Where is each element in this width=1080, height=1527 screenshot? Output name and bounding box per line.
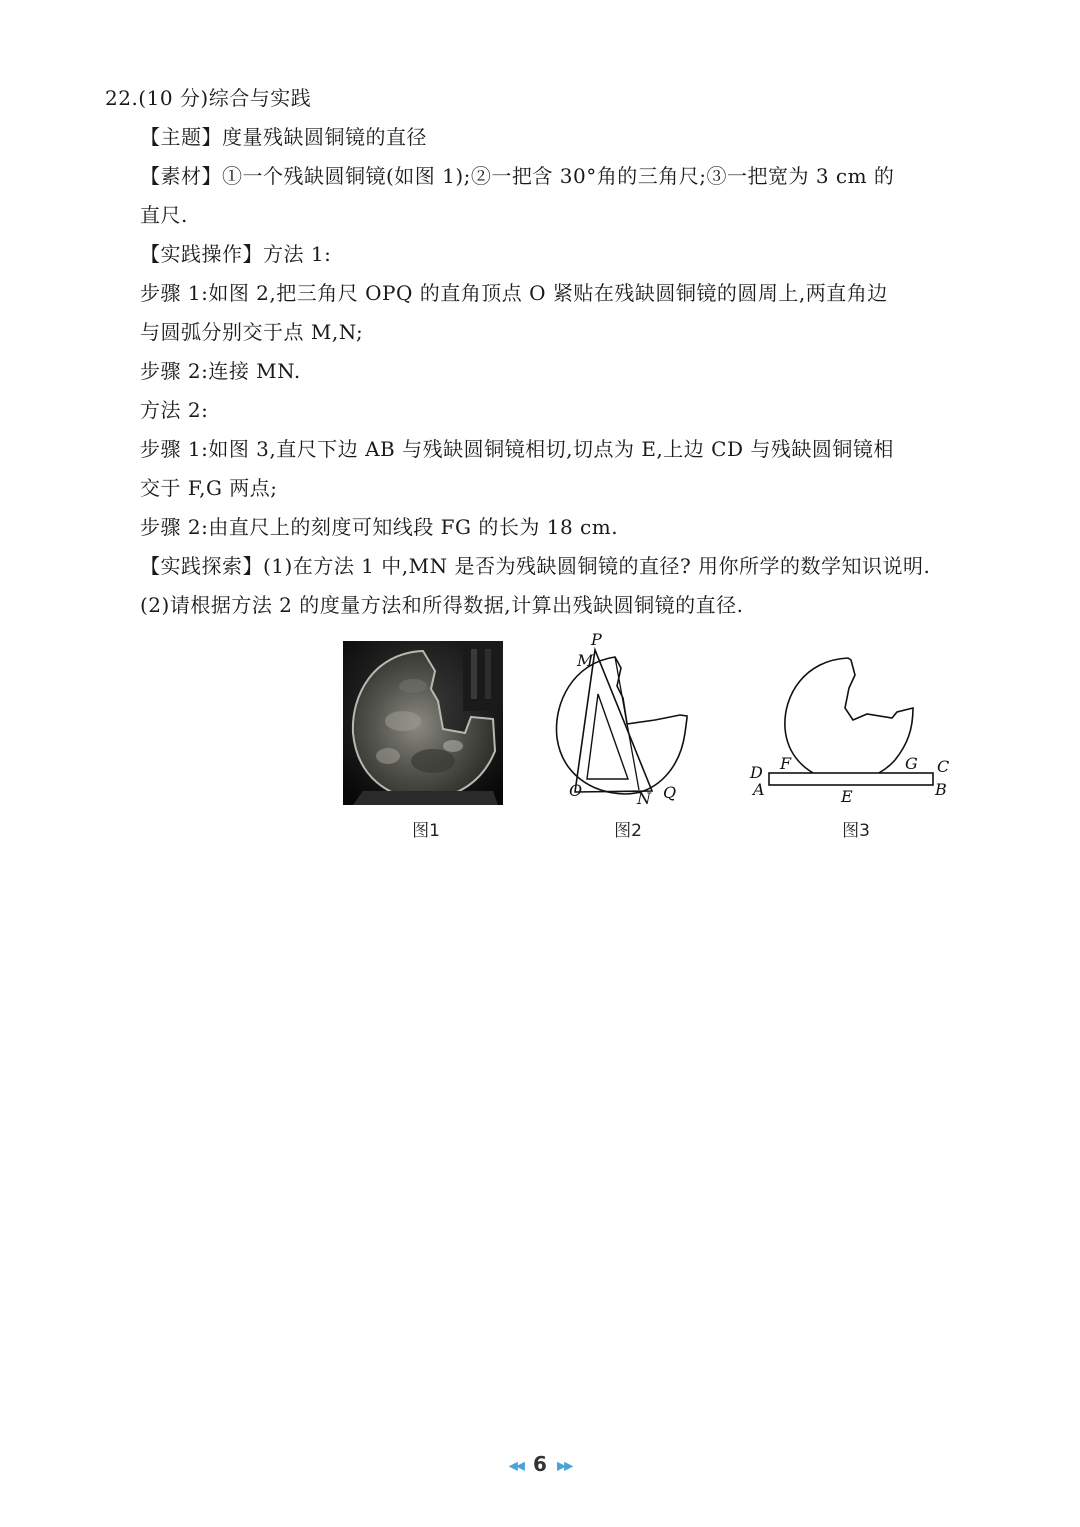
explore-question-2: (2)请根据方法 2 的度量方法和所得数据,计算出残缺圆铜镜的直径. bbox=[140, 593, 744, 617]
method2-step2: 步骤 2:由直尺上的刻度可知线段 FG 的长为 18 cm. bbox=[140, 515, 619, 539]
method1-step1-line-2: 与圆弧分别交于点 M,N; bbox=[140, 320, 364, 344]
theme-line: 【主题】度量残缺圆铜镜的直径 bbox=[140, 125, 427, 149]
figure-2-triangle-diagram bbox=[545, 628, 695, 813]
label-B: B bbox=[935, 780, 947, 799]
label-M: M bbox=[577, 651, 594, 670]
triangle-diagram bbox=[545, 628, 695, 813]
material-line-2: 直尺. bbox=[140, 203, 188, 227]
question-header: 22.(10 分)综合与实践 bbox=[105, 86, 312, 110]
material-line-1: 【素材】①一个残缺圆铜镜(如图 1);②一把含 30°角的三角尺;③一把宽为 3 cm 的 bbox=[140, 164, 895, 188]
figure-2-caption: 图2 bbox=[614, 821, 642, 841]
label-P: P bbox=[591, 630, 602, 649]
method2-step1-line-2: 交于 F,G 两点; bbox=[140, 476, 278, 500]
label-D: D bbox=[750, 763, 763, 782]
figure-3-ruler-diagram bbox=[745, 650, 955, 810]
next-arrows-icon: ▶▶ bbox=[556, 1458, 572, 1473]
figure-3-caption: 图3 bbox=[842, 821, 870, 841]
label-A: A bbox=[753, 780, 765, 799]
label-Q: Q bbox=[663, 783, 677, 802]
practice-title: 【实践操作】方法 1: bbox=[140, 242, 332, 266]
label-N: N bbox=[637, 789, 651, 808]
page-number-footer bbox=[0, 1452, 1080, 1476]
label-F: F bbox=[780, 754, 792, 773]
figure-1-mirror-photo bbox=[343, 641, 503, 805]
method2-title: 方法 2: bbox=[140, 398, 209, 422]
label-O: O bbox=[569, 781, 583, 800]
method1-step2: 步骤 2:连接 MN. bbox=[140, 359, 301, 383]
figure-1-caption: 图1 bbox=[412, 821, 440, 841]
label-C: C bbox=[937, 757, 950, 776]
mirror-photo-illustration bbox=[343, 641, 503, 805]
label-G: G bbox=[905, 754, 918, 773]
explore-question-1: 【实践探索】(1)在方法 1 中,MN 是否为残缺圆铜镜的直径? 用你所学的数学知识说明. bbox=[140, 554, 931, 578]
method1-step1-line-1: 步骤 1:如图 2,把三角尺 OPQ 的直角顶点 O 紧贴在残缺圆铜镜的圆周上,两直角边 bbox=[140, 281, 888, 305]
ruler-diagram bbox=[745, 650, 955, 810]
page-number: 6 bbox=[533, 1452, 547, 1476]
prev-arrows-icon: ◀◀ bbox=[508, 1458, 524, 1473]
method2-step1-line-1: 步骤 1:如图 3,直尺下边 AB 与残缺圆铜镜相切,切点为 E,上边 CD 与残缺圆铜镜相 bbox=[140, 437, 894, 461]
label-E: E bbox=[841, 787, 853, 806]
